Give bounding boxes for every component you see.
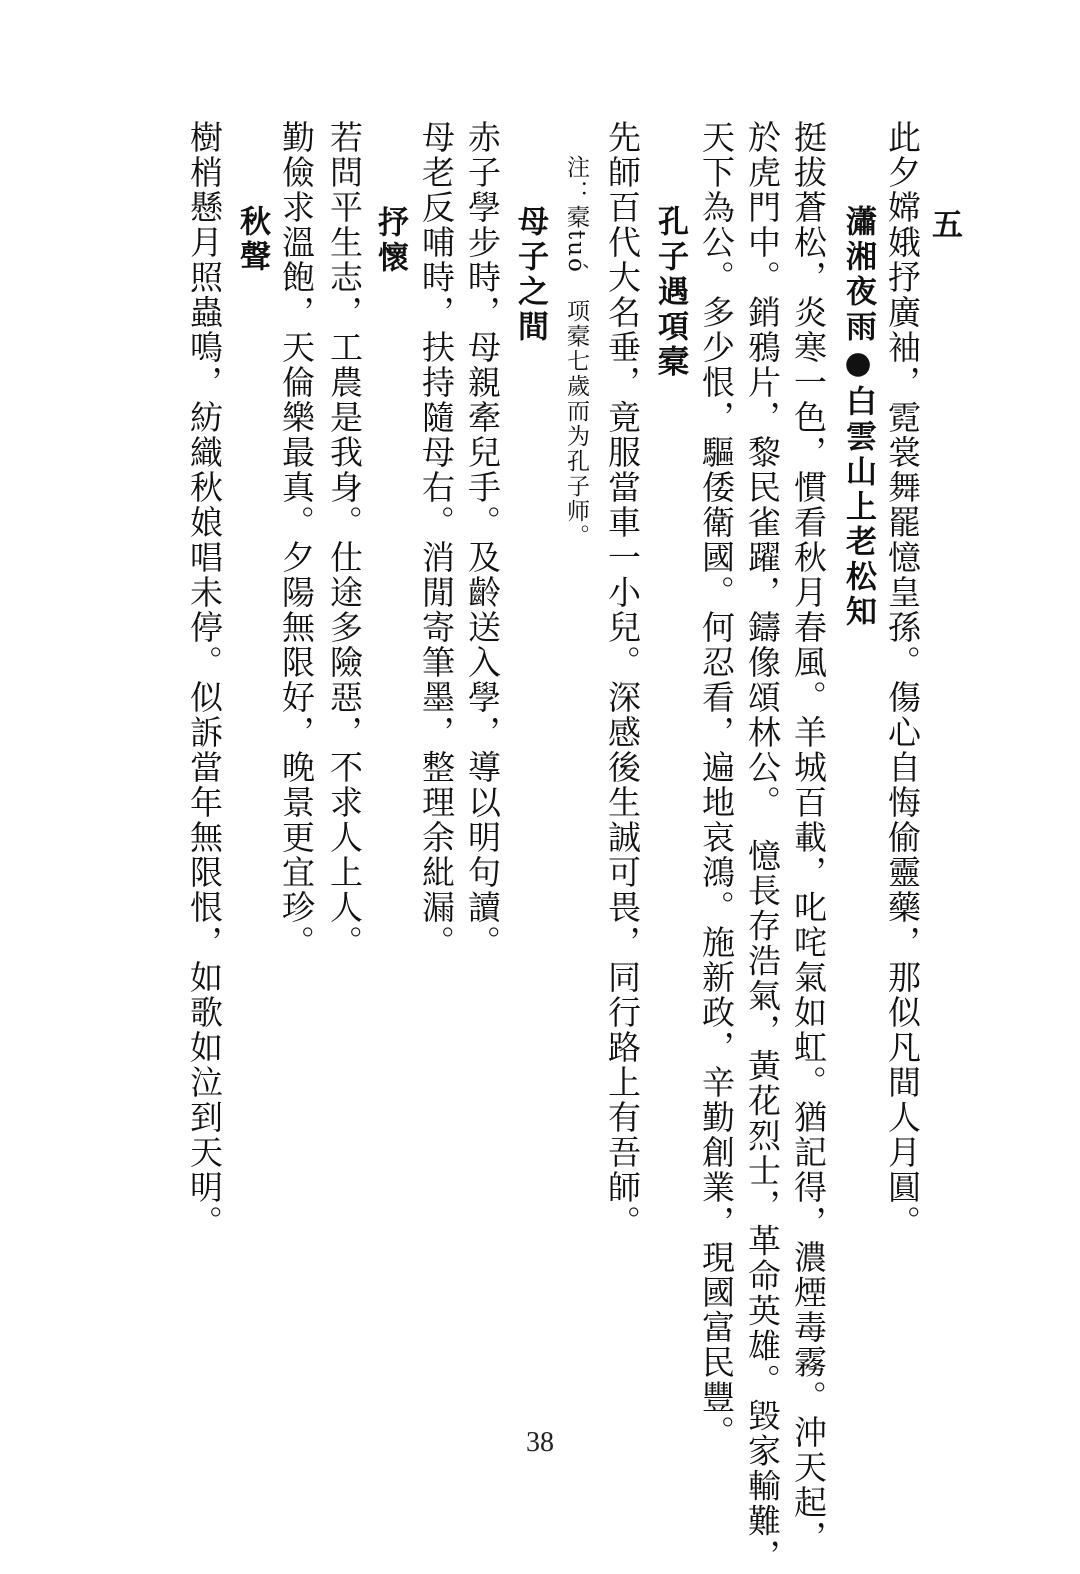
- page-number: 38: [526, 1427, 554, 1458]
- poem-line: 天下為公。多少恨，驅倭衛國。何忍看，遍地哀鴻。施新政，辛勤創業，現國富民豐。: [697, 120, 736, 1450]
- poem-title: 抒懷: [372, 206, 408, 276]
- note-text: 项槖七歲而为孔子师。: [563, 298, 589, 549]
- poem-line: 勤儉求溫飽，天倫樂最真。夕陽無限好，晚景更宜珍。: [277, 120, 316, 960]
- poem-line: 赤子學步時，母親牽兒手。及齡送入學，導以明句讀。: [463, 120, 502, 960]
- poem-line: 此夕嫦娥抒廣袖，霓裳舞罷憶皇孫。傷心自悔偷靈藥，那似凡間人月圓。: [883, 120, 922, 1240]
- poem-line: 挺拔蒼松，炎寒一色，慣看秋月春風。羊城百載，叱咤氣如虹。猶記得，濃煙毒霧。沖天起，: [789, 120, 828, 1555]
- poem-line: 先師百代大名垂，竟服當車一小兒。深感後生誠可畏，同行路上有吾師。: [603, 120, 642, 1240]
- poem-line: 於虎門中。銷鴉片，黎民雀躍，鑄像頌林公。 憶長存浩氣，黃花烈士，革命英雄。毀家輸難，: [743, 120, 782, 1574]
- section-number: 五: [926, 208, 962, 243]
- poem-line: 母老反哺時，扶持隨母右。消閒寄筆墨，整理余紕漏。: [417, 120, 456, 960]
- poem-line: 樹梢懸月照蟲鳴，紡織秋娘唱未停。似訴當年無限恨，如歌如泣到天明。: [185, 120, 224, 1240]
- poem-title: 母子之間: [512, 205, 548, 345]
- poem-title: 瀟湘夜雨●白雲山上老松知: [840, 205, 876, 630]
- poem-note: [564, 155, 587, 549]
- poem-title: 秋聲: [234, 205, 270, 275]
- note-pinyin: tuó: [563, 230, 589, 274]
- note-prefix: 注：槖: [563, 155, 589, 230]
- poem-line: 若問平生志，工農是我身。仕途多險惡，不求人上人。: [325, 120, 364, 960]
- poem-title: 孔子遇項槖: [652, 205, 688, 380]
